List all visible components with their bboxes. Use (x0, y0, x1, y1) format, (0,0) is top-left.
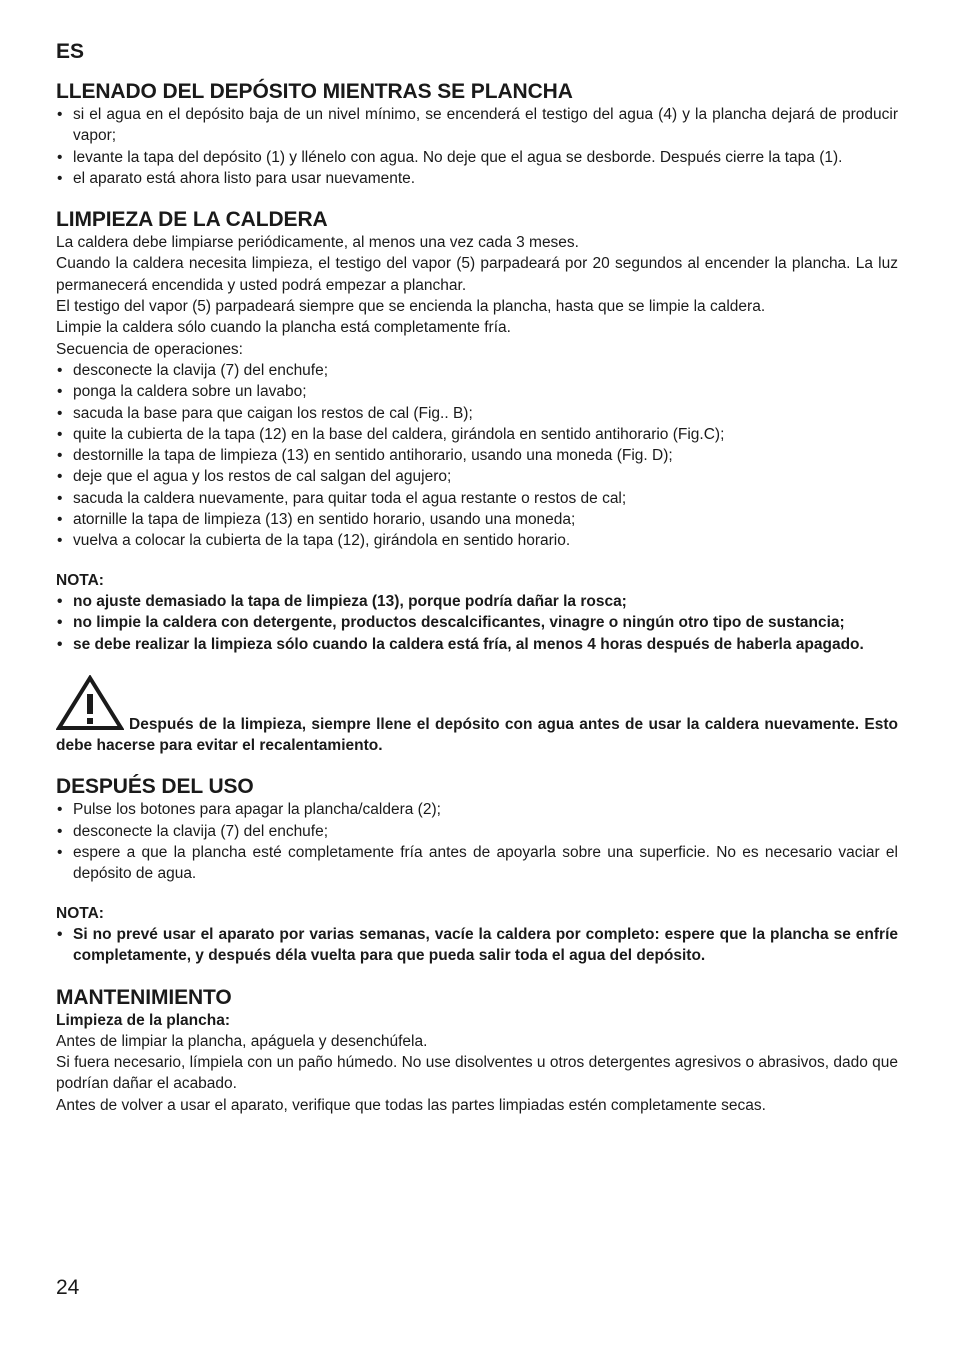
warning-block (56, 675, 898, 757)
after-use-note-list (56, 924, 898, 967)
filling-list (56, 104, 898, 189)
list-item: • Pulse los botones para apagar la plancha/caldera (2); (56, 799, 898, 820)
list-item: • sacuda la caldera nuevamente, para quitar toda el agua restante o restos de cal; (56, 488, 898, 509)
list-item: • quite la cubierta de la tapa (12) en la base del caldera, girándola en sentido antihorario (Fig.C); (56, 424, 898, 445)
manual-page (56, 40, 898, 1116)
list-item: • espere a que la plancha esté completamente fría antes de apoyarla sobre una superficie. No es necesario vaciar el depósito de agua. (56, 842, 898, 885)
paragraph: El testigo del vapor (5) parpadeará siempre que se encienda la plancha, hasta que se limpie la caldera. (56, 298, 766, 316)
paragraph: Limpie la caldera sólo cuando la plancha está completamente fría. (56, 319, 511, 337)
paragraph: Secuencia de operaciones: (56, 340, 243, 358)
note-label: NOTA: (56, 904, 104, 922)
subsection-title: Limpieza de la plancha: (56, 1011, 230, 1029)
paragraph: Cuando la caldera necesita limpieza, el testigo del vapor (5) parpadeará por 20 segundos al encender la plancha. La luz permanecerá encendida y usted podrá empezar a planchar. (56, 255, 898, 294)
list-item: • ponga la caldera sobre un lavabo; (56, 381, 898, 402)
after-use-list (56, 799, 898, 884)
section-title-boiler: LIMPIEZA DE LA CALDERA (56, 208, 328, 232)
paragraph: Antes de limpiar la plancha, apáguela y desenchúfela. (56, 1032, 428, 1050)
page-number: 24 (56, 1276, 80, 1299)
section-title-maintenance: MANTENIMIENTO (56, 985, 232, 1009)
warning-text: Después de la limpieza, siempre llene el depósito con agua antes de usar la caldera nuevamente. Esto debe hacerse para evitar el recalentamiento. (56, 715, 898, 755)
paragraph: La caldera debe limpiarse periódicamente, al menos una vez cada 3 meses. (56, 234, 579, 252)
list-item: • vuelva a colocar la cubierta de la tapa (12), girándola en sentido horario. (56, 530, 898, 551)
note-label: NOTA: (56, 571, 104, 589)
language-code: ES (56, 40, 85, 63)
list-item: • destornille la tapa de limpieza (13) en sentido antihorario, usando una moneda (Fig. D); (56, 445, 898, 466)
list-item: • levante la tapa del depósito (1) y llénelo con agua. No deje que el agua se desborde. Después cierre la tapa (1). (56, 147, 898, 168)
paragraph: Si fuera necesario, límpiela con un paño húmedo. No use disolventes u otros detergentes agresivos o abrasivos, dado que podrían dañar el acabado. (56, 1054, 898, 1093)
list-item: • Si no prevé usar el aparato por varias semanas, vacíe la caldera por completo: espere que la plancha se enfríe completamente, y después déla vuelta para que pueda salir toda el agua del depósito. (56, 924, 898, 967)
list-item: • deje que el agua y los restos de cal salgan del agujero; (56, 466, 898, 487)
list-item: • atornille la tapa de limpieza (13) en sentido horario, usando una moneda; (56, 509, 898, 530)
list-item: • desconecte la clavija (7) del enchufe; (56, 360, 898, 381)
list-item: • sacuda la base para que caigan los restos de cal (Fig.. B); (56, 403, 898, 424)
list-item: • el aparato está ahora listo para usar nuevamente. (56, 168, 898, 189)
list-item: • si el agua en el depósito baja de un nivel mínimo, se encenderá el testigo del agua (4) y la plancha dejará de producir vapor; (56, 104, 898, 147)
section-title-after-use: DESPUÉS DEL USO (56, 775, 254, 799)
list-item: • no limpie la caldera con detergente, productos descalcificantes, vinagre o ningún otro tipo de sustancia; (56, 612, 898, 633)
boiler-note-list (56, 591, 898, 655)
list-item: • desconecte la clavija (7) del enchufe; (56, 821, 898, 842)
section-title-filling: LLENADO DEL DEPÓSITO MIENTRAS SE PLANCHA (56, 80, 573, 103)
list-item: • se debe realizar la limpieza sólo cuando la caldera está fría, al menos 4 horas después de haberla apagado. (56, 634, 898, 655)
boiler-steps-list (56, 360, 898, 552)
list-item: • no ajuste demasiado la tapa de limpieza (13), porque podría dañar la rosca; (56, 591, 898, 612)
paragraph: Antes de volver a usar el aparato, verifique que todas las partes limpiadas estén completamente secas. (56, 1096, 766, 1114)
